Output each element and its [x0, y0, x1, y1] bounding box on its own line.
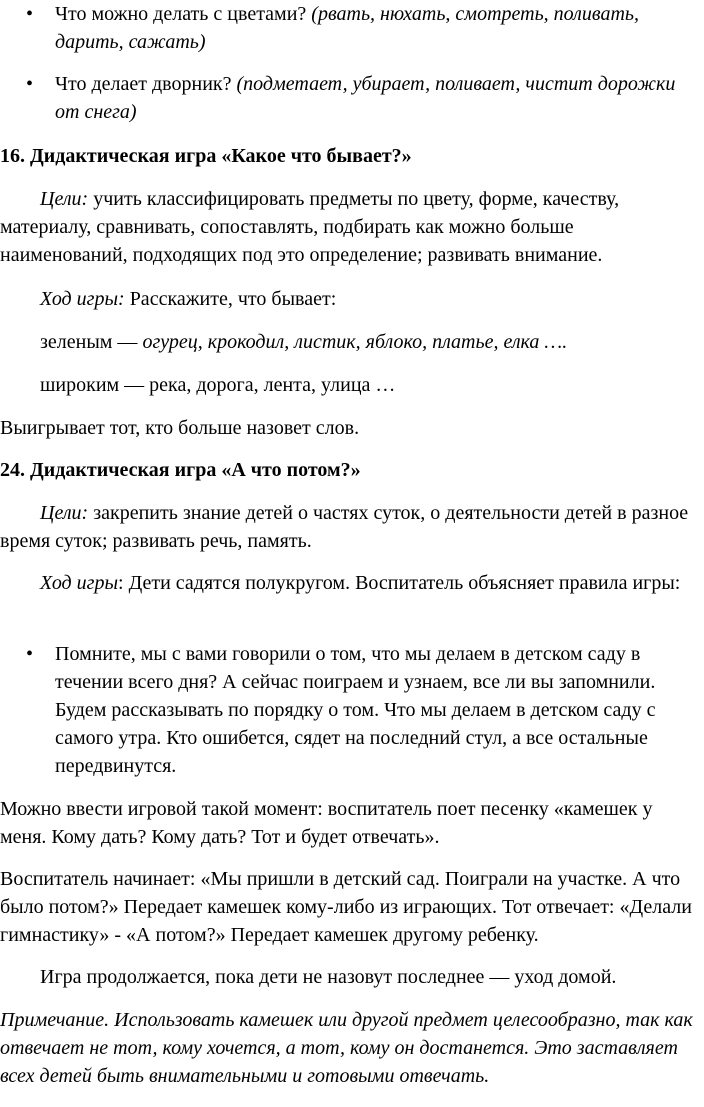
- paragraph: Игра продолжается, пока дети не назовут последнее — уход домой.: [40, 966, 617, 988]
- paragraph: Можно ввести игровой такой момент: воспитатель поет песенку «камешек у меня. Кому дать? Кому дать? Тот и будет отвечать».: [0, 798, 653, 848]
- course-label: Ход игры: [40, 572, 119, 594]
- course-paragraph: [0, 285, 704, 313]
- bullet-marker: •: [26, 73, 34, 95]
- green-word: зеленым —: [40, 331, 143, 353]
- course-paragraph: [0, 569, 700, 597]
- bullet-text: Помните, мы с вами говорили о том, что мы делаем в детском саду в течении всего дня? А сейчас поиграем и узнаем, все ли вы запомнили. Будем рассказывать по порядку о том. Что мы делаем в детском саду с самого утра. Кто ошибется, сядет на последний стул, а все остальные передвинутся.: [55, 643, 656, 777]
- question-text: Что можно делать с цветами?: [55, 3, 312, 25]
- note-paragraph: Примечание. Использовать камешек или другой предмет целесообразно, так как отвечает не тот, кому хочется, а тот, кому он достанется. Это заставляет всех детей быть внимательными и готовыми отвечать.: [0, 1009, 693, 1087]
- example-line-wide: широким — река, дорога, лента, улица …: [40, 374, 396, 396]
- bullet-marker: •: [26, 643, 34, 665]
- goals-text: учить классифицировать предметы по цвету, форме, качеству, материалу, сравнивать, сопоставлять, подбирать как можно больше наименований, подходящих под это определение; развивать внимание.: [0, 188, 620, 266]
- question-text: Что делает дворник?: [55, 73, 237, 95]
- answer-text: (подметает, убирает, поливает, чистит дорожки от снега): [55, 73, 676, 123]
- section-heading: 16. Дидактическая игра «Какое что бывает?»: [0, 145, 412, 167]
- section-heading: 24. Дидактическая игра «А что потом?»: [0, 459, 361, 481]
- goals-paragraph: [0, 499, 700, 555]
- goals-paragraph: [0, 185, 700, 269]
- goals-label: Цели:: [40, 502, 89, 524]
- example-line-green: [0, 328, 704, 356]
- goals-label: Цели:: [40, 188, 89, 210]
- course-label: Ход игры:: [40, 288, 125, 310]
- winner-text: Выигрывает тот, кто больше назовет слов.: [0, 417, 360, 439]
- course-text: Расскажите, что бывает:: [124, 288, 337, 310]
- goals-text: закрепить знание детей о частях суток, о деятельности детей в разное время суток; развивать речь, память.: [0, 502, 689, 552]
- green-examples: огурец, крокодил, листик, яблоко, платье, елка ….: [142, 331, 568, 353]
- answer-text: (рвать, нюхать, смотреть, поливать, дарить, сажать): [55, 3, 639, 53]
- paragraph: Воспитатель начинает: «Мы пришли в детский сад. Поиграли на участке. А что было потом?» Передает камешек кому-либо из играющих. Тот отвечает: «Делали гимнастику» - «А потом?» Передает камешек другому ребенку.: [0, 868, 692, 946]
- course-text: : Дети садятся полукругом. Воспитатель объясняет правила игры:: [118, 572, 681, 594]
- bullet-marker: •: [26, 3, 34, 25]
